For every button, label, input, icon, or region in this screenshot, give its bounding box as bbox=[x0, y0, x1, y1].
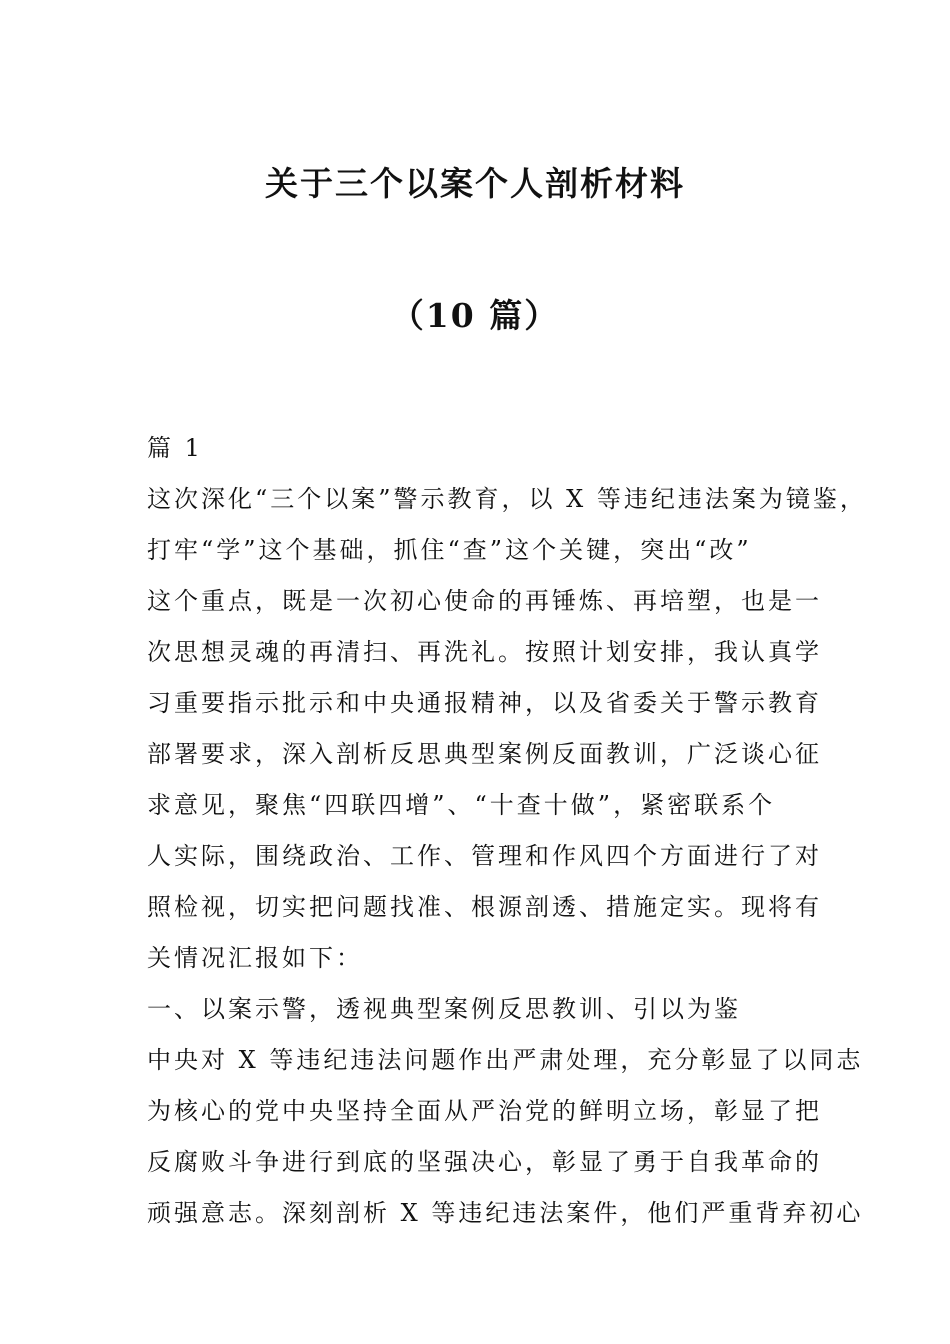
paragraph-line: 人实际，围绕政治、工作、管理和作风四个方面进行了对 bbox=[147, 842, 822, 870]
paragraph-line: 打牢“学”这个基础，抓住“查”这个关键，突出“改” bbox=[147, 536, 752, 564]
paragraph-line: 为核心的党中央坚持全面从严治党的鲜明立场，彰显了把 bbox=[147, 1097, 822, 1125]
paragraph-line: 次思想灵魂的再清扫、再洗礼。按照计划安排，我认真学 bbox=[147, 638, 822, 666]
section-heading: 一、以案示警，透视典型案例反思教训、引以为鉴 bbox=[147, 995, 741, 1023]
paragraph-line: 这次深化“三个以案”警示教育，以 X 等违纪违法案为镜鉴， bbox=[147, 485, 867, 513]
paragraph-line: 习重要指示批示和中央通报精神，以及省委关于警示教育 bbox=[147, 689, 822, 717]
paragraph-line: 中央对 X 等违纪违法问题作出严肃处理，充分彰显了以同志 bbox=[147, 1046, 864, 1074]
paragraph-line: 照检视，切实把问题找准、根源剖透、措施定实。现将有 bbox=[147, 893, 822, 921]
document-subtitle: （10 篇） bbox=[390, 296, 560, 335]
section-label: 篇 1 bbox=[147, 434, 203, 462]
document-body bbox=[147, 423, 867, 1239]
document-title: 关于三个以案个人剖析材料 bbox=[265, 164, 685, 203]
paragraph-line: 关情况汇报如下： bbox=[147, 944, 363, 972]
paragraph-line: 部署要求，深入剖析反思典型案例反面教训，广泛谈心征 bbox=[147, 740, 822, 768]
paragraph-line: 顽强意志。深刻剖析 X 等违纪违法案件，他们严重背弃初心 bbox=[147, 1199, 864, 1227]
paragraph-line: 反腐败斗争进行到底的坚强决心，彰显了勇于自我革命的 bbox=[147, 1148, 822, 1176]
paragraph-line: 这个重点，既是一次初心使命的再锤炼、再培塑，也是一 bbox=[147, 587, 822, 615]
paragraph-line: 求意见，聚焦“四联四增”、“十查十做”，紧密联系个 bbox=[147, 791, 776, 819]
